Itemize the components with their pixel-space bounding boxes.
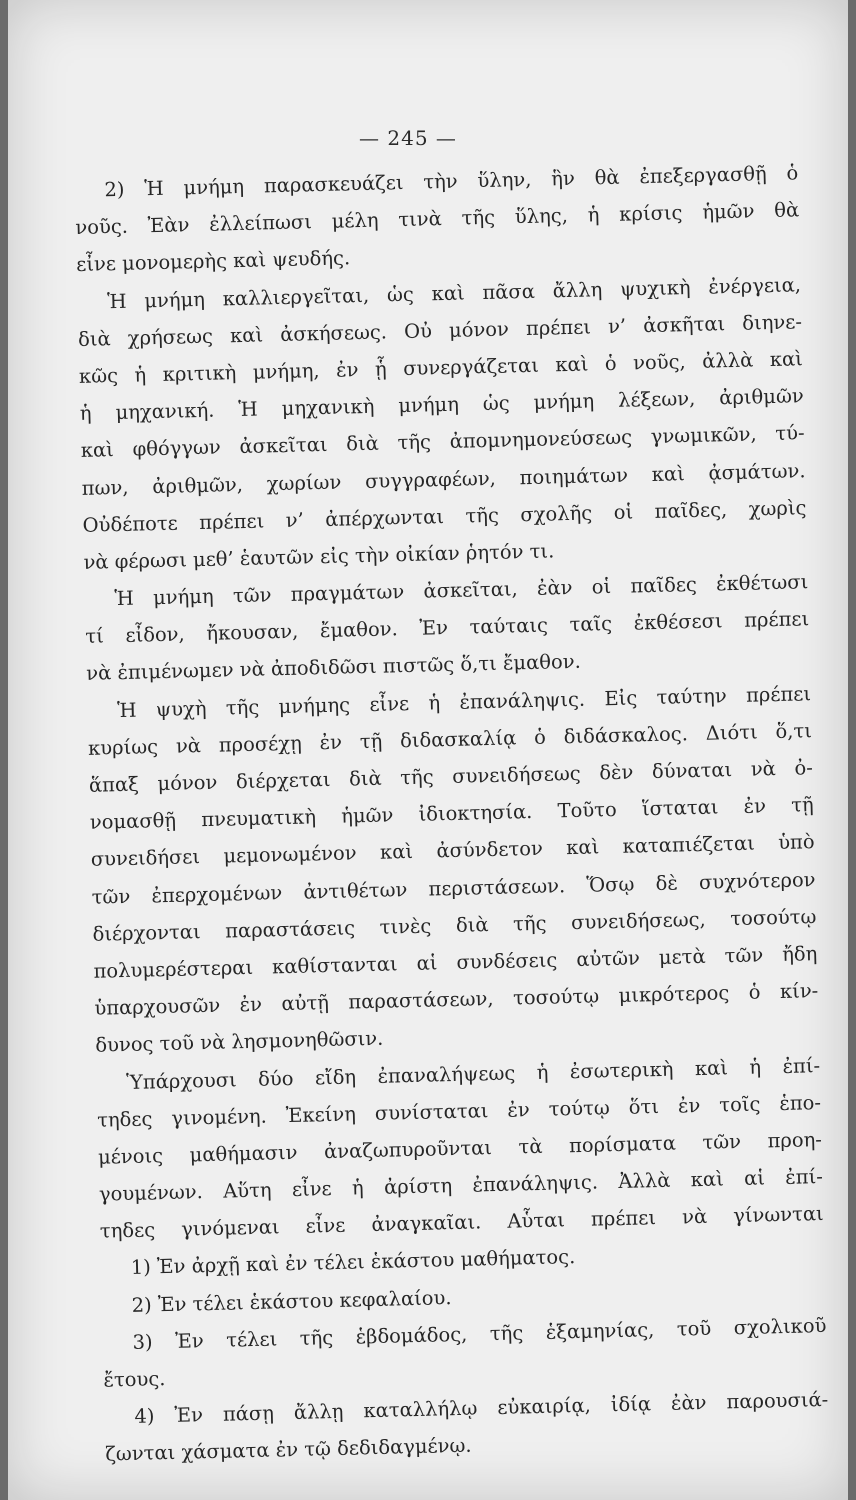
scanned-page xyxy=(8,0,848,1500)
text-line: ἡ μηχανική. Ἡ μηχανικὴ μνήμη ὡς μνήμη λέξεων, ἀριθμῶν xyxy=(79,384,804,426)
page-number: — 245 — xyxy=(359,126,457,150)
text-line: 2) Ἡ μνήμη παρασκευάζει τὴν ὕλην, ἣν θὰ ἐπεξεργασθῇ ὁ xyxy=(104,161,799,202)
text-line: πων, ἀριθμῶν, χωρίων συγγραφέων, ποιημάτων καὶ ᾀσμάτων. xyxy=(81,458,806,500)
text-line: τηδες γινομένη. Ἐκείνη συνίσταται ἐν τούτῳ ὅτι ἐν τοῖς ἑπο- xyxy=(96,1090,822,1132)
text-line: νὰ ἐπιμένωμεν νὰ ἀποδιδῶσι πιστῶς ὅ,τι ἔμαθον. xyxy=(85,650,582,686)
text-line: νὰ φέρωσι μεθ’ ἑαυτῶν εἰς τὴν οἰκίαν ῥητόν τι. xyxy=(83,539,555,574)
text-line: 3) Ἐν τέλει τῆς ἑβδομάδος, τῆς ἑξαμηνίας, τοῦ σχολικοῦ xyxy=(132,1313,827,1354)
text-line: συνειδήσει μεμονωμένον καὶ ἀσύνδετον καὶ καταπιέζεται ὑπὸ xyxy=(90,830,815,872)
text-line: καὶ φθόγγων ἀσκεῖται διὰ τῆς ἀπομνημονεύσεως γνωμικῶν, τύ- xyxy=(80,421,805,463)
text-line: διὰ χρήσεως καὶ ἀσκήσεως. Οὐ μόνον πρέπει ν’ ἀσκῆται διηνε- xyxy=(77,310,803,351)
text-line: Ὑπάρχουσι δύο εἴδη ἐπαναλήψεως ἡ ἐσωτερικὴ καὶ ἡ ἐπί- xyxy=(125,1053,821,1094)
body-text xyxy=(74,154,830,1473)
text-line: πολυμερέστεραι καθίστανται αἱ συνδέσεις αὐτῶν μετὰ τῶν ἤδη xyxy=(93,942,818,983)
text-line: μένοις μαθήμασιν ἀναζωπυροῦνται τὰ πορίσματα τῶν προη- xyxy=(97,1127,823,1169)
text-line: ἅπαξ μόνον διέρχεται διὰ τῆς συνειδήσεως δὲν δύναται νὰ ὀ- xyxy=(88,756,814,797)
text-line: Οὐδέποτε πρέπει ν’ ἀπέρχωνται τῆς σχολῆς οἱ παῖδες, χωρὶς xyxy=(82,495,807,537)
text-line: δυνος τοῦ νὰ λησμονηθῶσιν. xyxy=(95,1027,384,1058)
text-line: κῶς ἡ κριτικὴ μνήμη, ἐν ᾗ συνεργάζεται καὶ ὁ νοῦς, ἀλλὰ καὶ xyxy=(78,347,804,388)
text-line: τῶν ἐπερχομένων ἀντιθέτων περιστάσεων. Ὅσῳ δὲ συχνότερον xyxy=(91,867,816,909)
text-line: τί εἶδον, ἤκουσαν, ἔμαθον. Ἐν ταύταις ταῖς ἐκθέσεσι πρέπει xyxy=(85,607,810,649)
text-line: διέρχονται παραστάσεις τινὲς διὰ τῆς συνειδήσεως, τοσούτῳ xyxy=(92,904,817,946)
text-line: νοῦς. Ἐὰν ἐλλείπωσι μέλη τινὰ τῆς ὕλης, ἡ κρίσις ἡμῶν θὰ xyxy=(75,198,800,240)
text-line: Ἡ μνήμη καλλιεργεῖται, ὡς καὶ πᾶσα ἄλλη ψυχικὴ ἐνέργεια, xyxy=(106,272,802,313)
text-line: Ἡ ψυχὴ τῆς μνήμης εἶνε ἡ ἐπανάληψις. Εἰς ταύτην πρέπει xyxy=(116,681,812,722)
text-line: 1) Ἐν ἀρχῇ καὶ ἐν τέλει ἑκάστου μαθήματος. xyxy=(130,1245,576,1280)
text-line: 2) Ἐν τέλει ἑκάστου κεφαλαίου. xyxy=(131,1285,452,1317)
text-line: εἶνε μονομερὴς καὶ ψευδής. xyxy=(75,246,351,277)
text-line: 4) Ἐν πάσῃ ἄλλῃ καταλλήλῳ εὐκαιρίᾳ, ἰδίᾳ ἐὰν παρουσιά- xyxy=(134,1388,829,1429)
text-line: τηδες γινόμεναι εἶνε ἀναγκαῖαι. Αὗται πρέπει νὰ γίνωνται xyxy=(99,1202,824,1243)
text-line: κυρίως νὰ προσέχῃ ἐν τῇ διδασκαλίᾳ ὁ διδάσκαλος. Διότι ὅ,τι xyxy=(87,718,813,760)
text-line: γουμένων. Αὕτη εἶνε ἡ ἀρίστη ἐπανάληψις. Ἀλλὰ καὶ αἱ ἐπί- xyxy=(98,1165,824,1206)
text-line: Ἡ μνήμη τῶν πραγμάτων ἀσκεῖται, ἐὰν οἱ παῖδες ἐκθέτωσι xyxy=(114,570,809,611)
text-line: νομασθῇ πνευματικὴ ἡμῶν ἰδιοκτησία. Τοῦτο ἵσταται ἐν τῇ xyxy=(89,793,814,834)
text-line: ὑπαρχουσῶν ἐν αὐτῇ παραστάσεων, τοσούτῳ μικρότερος ὁ κίν- xyxy=(94,979,819,1020)
text-line: ζωνται χάσματα ἐν τῷ δεδιδαγμένῳ. xyxy=(105,1434,472,1466)
text-line: ἔτους. xyxy=(103,1367,166,1392)
